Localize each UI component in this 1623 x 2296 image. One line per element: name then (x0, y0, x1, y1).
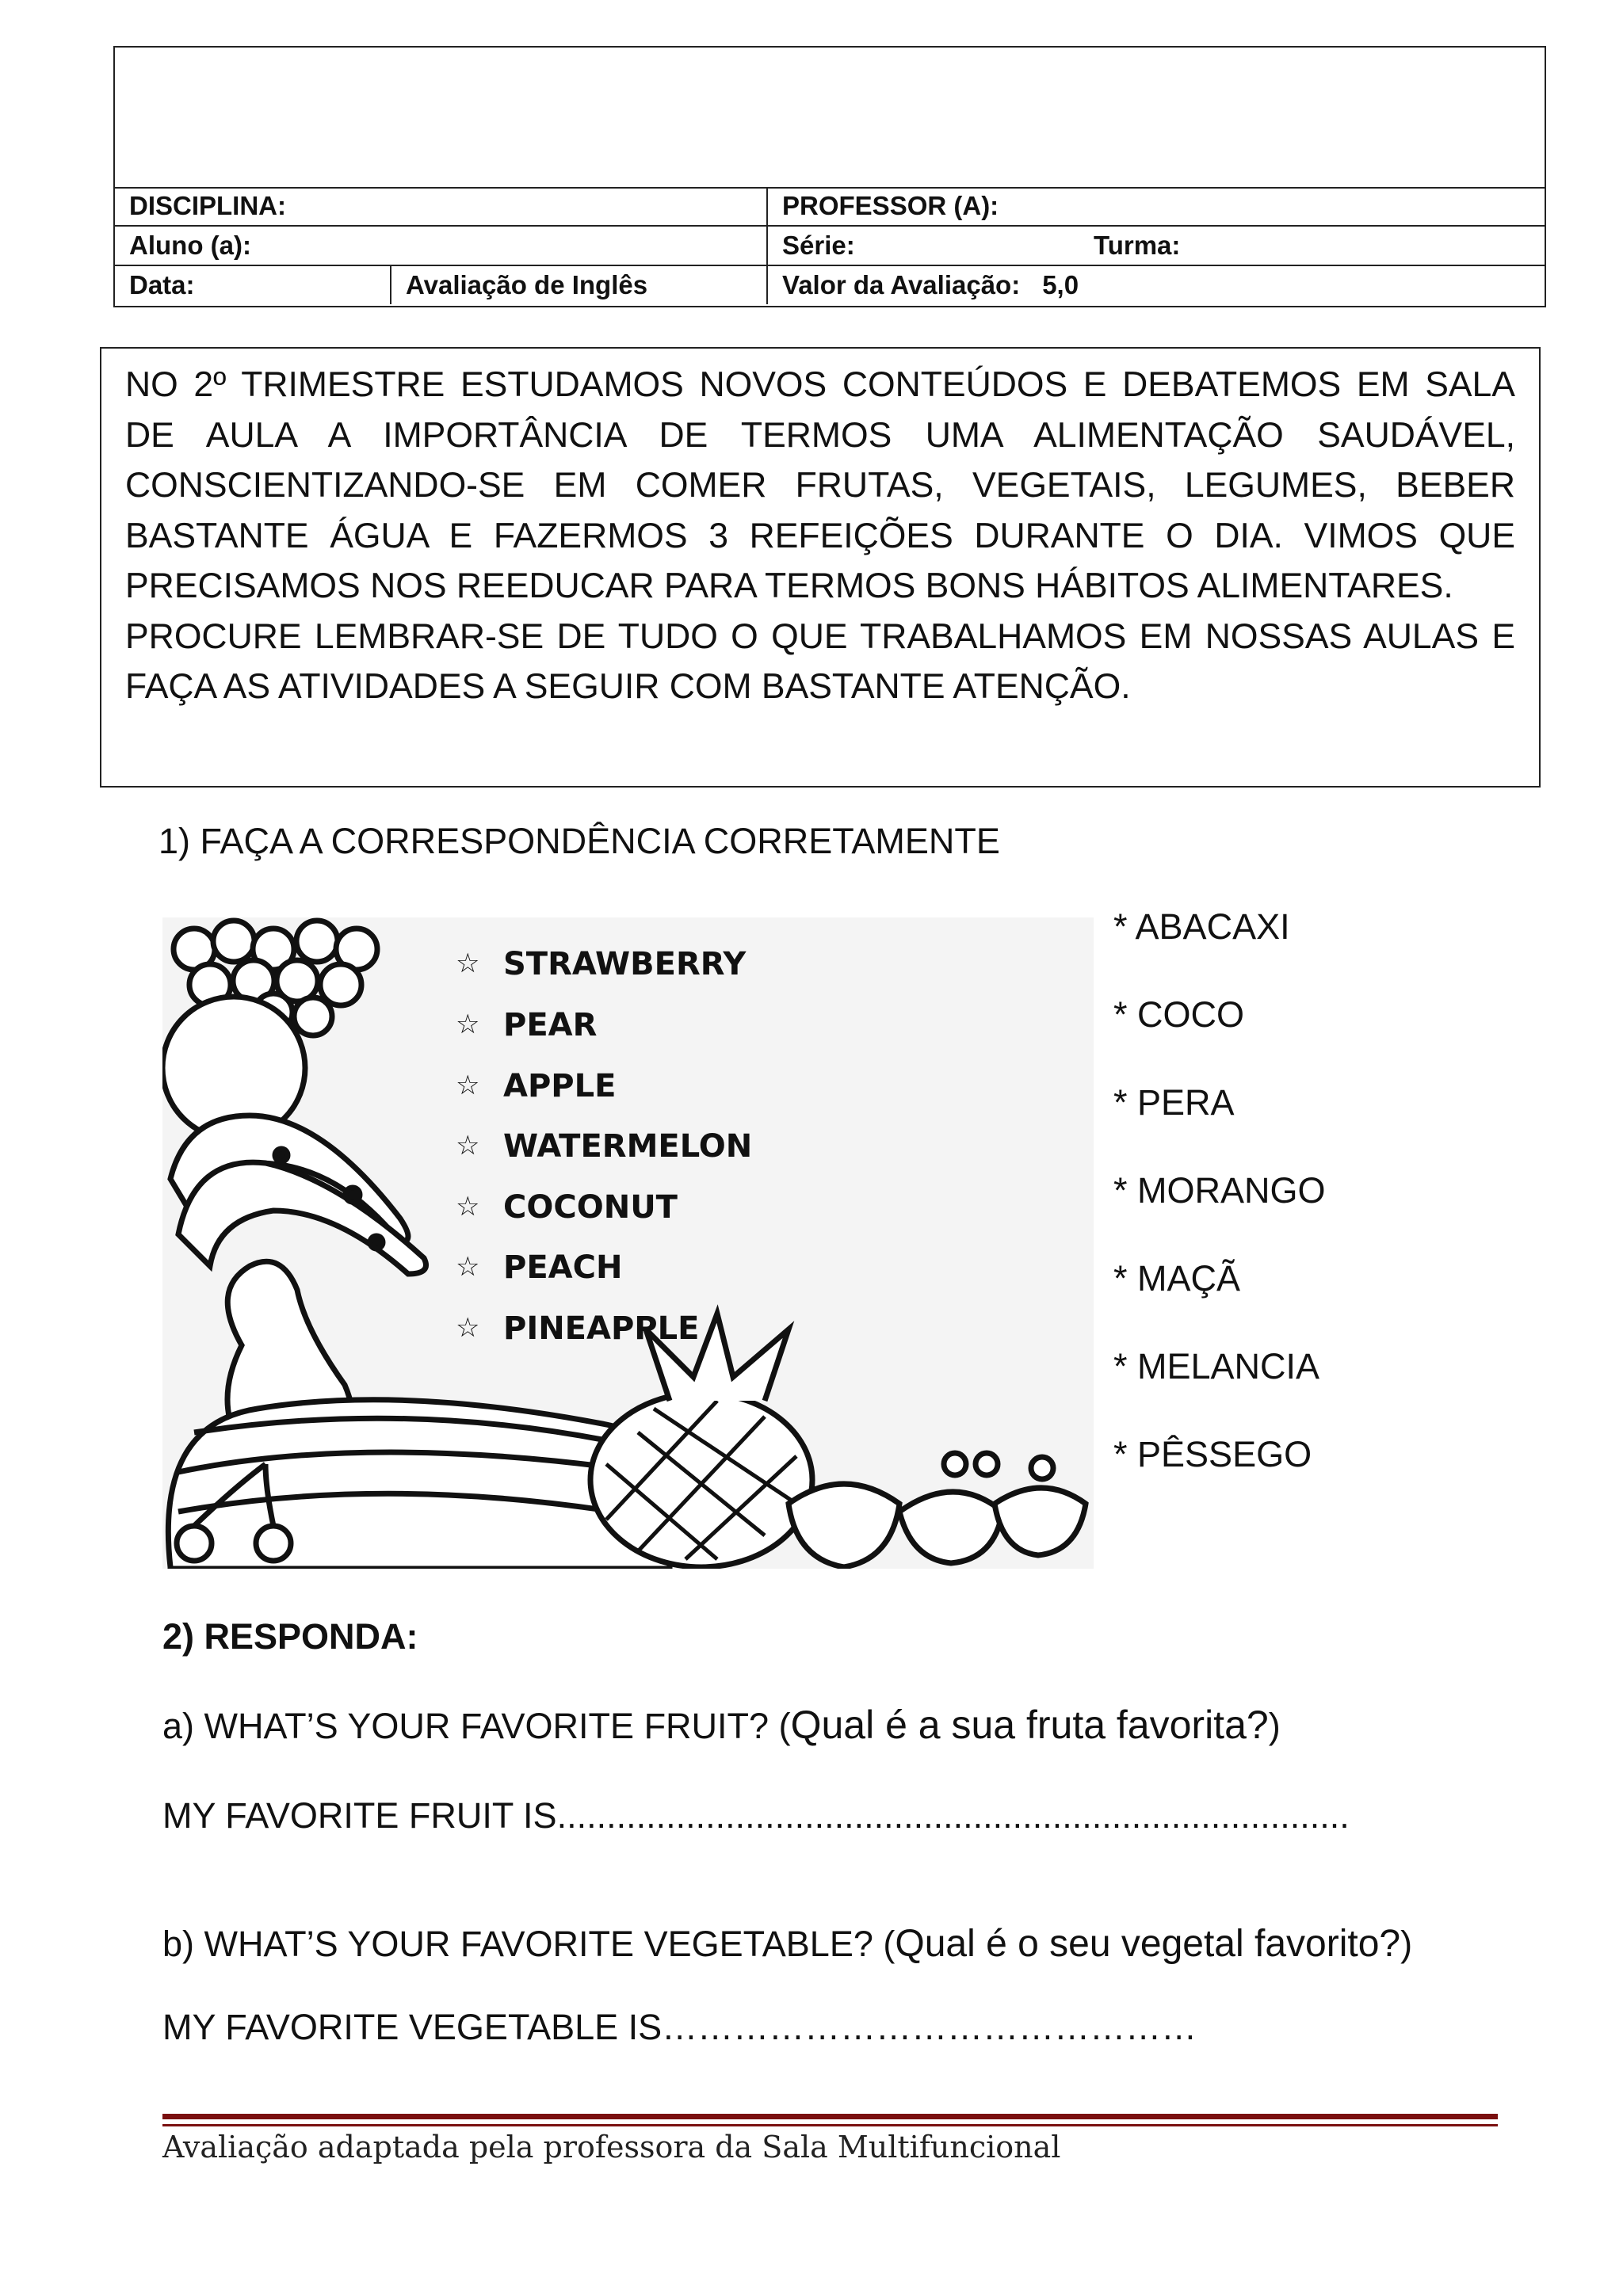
word-pear (456, 1007, 597, 1043)
header-row-1 (115, 187, 1545, 227)
avaliacao-label: Avaliação de Inglês (390, 266, 766, 304)
word-watermelon-text: WATERMELON (503, 1128, 753, 1165)
star-icon: ☆ (456, 1130, 480, 1161)
footer-divider-thin (162, 2124, 1498, 2126)
valor-cell (766, 266, 1545, 304)
star-icon: ☆ (456, 1251, 480, 1283)
list-item: * MAÇÃ (1113, 1258, 1241, 1299)
footer-text: Avaliação adaptada pela professora da Sala Multifuncional (162, 2130, 1061, 2164)
intro-box (100, 347, 1541, 788)
question-2b-close: ) (1400, 1924, 1413, 1964)
question-2a-text: a) WHAT’S YOUR FAVORITE FRUIT? ( (162, 1706, 791, 1746)
star-icon: ☆ (456, 948, 480, 979)
header-logo-area (115, 48, 1545, 189)
question-1-title: 1) FAÇA A CORRESPONDÊNCIA CORRETAMENTE (158, 821, 1000, 861)
list-item: * MORANGO (1113, 1170, 1326, 1211)
professor-label: PROFESSOR (A): (766, 187, 1545, 225)
answer-2a[interactable]: MY FAVORITE FRUIT IS................................................................................ (162, 1795, 1350, 1836)
question-2a-close: ) (1268, 1706, 1281, 1746)
valor-label: Valor da Avaliação: (782, 270, 1021, 299)
word-pear-text: PEAR (503, 1007, 598, 1043)
list-item: * ABACAXI (1113, 906, 1290, 947)
data-label: Data: (129, 270, 195, 299)
fruit-illustration (162, 917, 1094, 1569)
question-2a (162, 1702, 1281, 1748)
intro-paragraph-2: PROCURE LEMBRAR-SE DE TUDO O QUE TRABALHAMOS EM NOSSAS AULAS E FAÇA AS ATIVIDADES A SEGUIR COM BASTANTE ATENÇÃO. (125, 616, 1515, 706)
question-2-title: 2) RESPONDA: (162, 1616, 418, 1657)
word-strawberry-text: STRAWBERRY (503, 946, 747, 982)
word-coconut-text: COCONUT (503, 1189, 678, 1226)
disciplina-label: DISCIPLINA: (129, 191, 286, 220)
word-apple (456, 1068, 616, 1104)
list-item: * PERA (1113, 1082, 1235, 1123)
question-2b-translation: Qual é o seu vegetal favorito? (895, 1923, 1401, 1965)
question-2b-text: b) WHAT’S YOUR FAVORITE VEGETABLE? ( (162, 1924, 896, 1964)
word-pineapple-text: PINEAPPLE (503, 1310, 700, 1347)
star-icon: ☆ (456, 1070, 480, 1101)
footer-divider (162, 2114, 1498, 2119)
star-icon: ☆ (456, 1009, 480, 1040)
list-item: * COCO (1113, 994, 1245, 1035)
star-icon: ☆ (456, 1191, 480, 1222)
serie-label: Série: (766, 227, 1094, 265)
answer-2b[interactable]: MY FAVORITE VEGETABLE IS……………………………………… (162, 2007, 1197, 2047)
turma-label: Turma: (1094, 231, 1181, 260)
word-apple-text: APPLE (503, 1068, 617, 1104)
question-2a-translation: Qual é a sua fruta favorita? (790, 1703, 1269, 1747)
valor-value: 5,0 (1042, 270, 1079, 299)
aluno-label: Aluno (a): (129, 231, 251, 260)
list-item: * MELANCIA (1113, 1346, 1320, 1386)
intro-paragraph-1: NO 2º TRIMESTRE ESTUDAMOS NOVOS CONTEÚDOS E DEBATEMOS EM SALA DE AULA A IMPORTÂNCIA DE TERMOS UMA ALIMENTAÇÃO SAUDÁVEL, CONSCIENTIZANDO-SE EM COMER FRUTAS, VEGETAIS, LEGUMES, BEBER BASTANTE ÁGUA E FAZERMOS 3 REFEIÇÕES DURANTE O DIA. VIMOS QUE PRECISAMOS NOS REEDUCAR PARA TERMOS BONS HÁBITOS ALIMENTARES. (125, 365, 1515, 605)
question-2b (162, 1922, 1412, 1966)
header-row-2 (115, 227, 1545, 266)
star-icon: ☆ (456, 1312, 480, 1344)
list-item: * PÊSSEGO (1113, 1434, 1312, 1474)
word-peach-text: PEACH (503, 1249, 623, 1286)
header-table (113, 46, 1546, 307)
header-row-3 (115, 266, 1545, 304)
